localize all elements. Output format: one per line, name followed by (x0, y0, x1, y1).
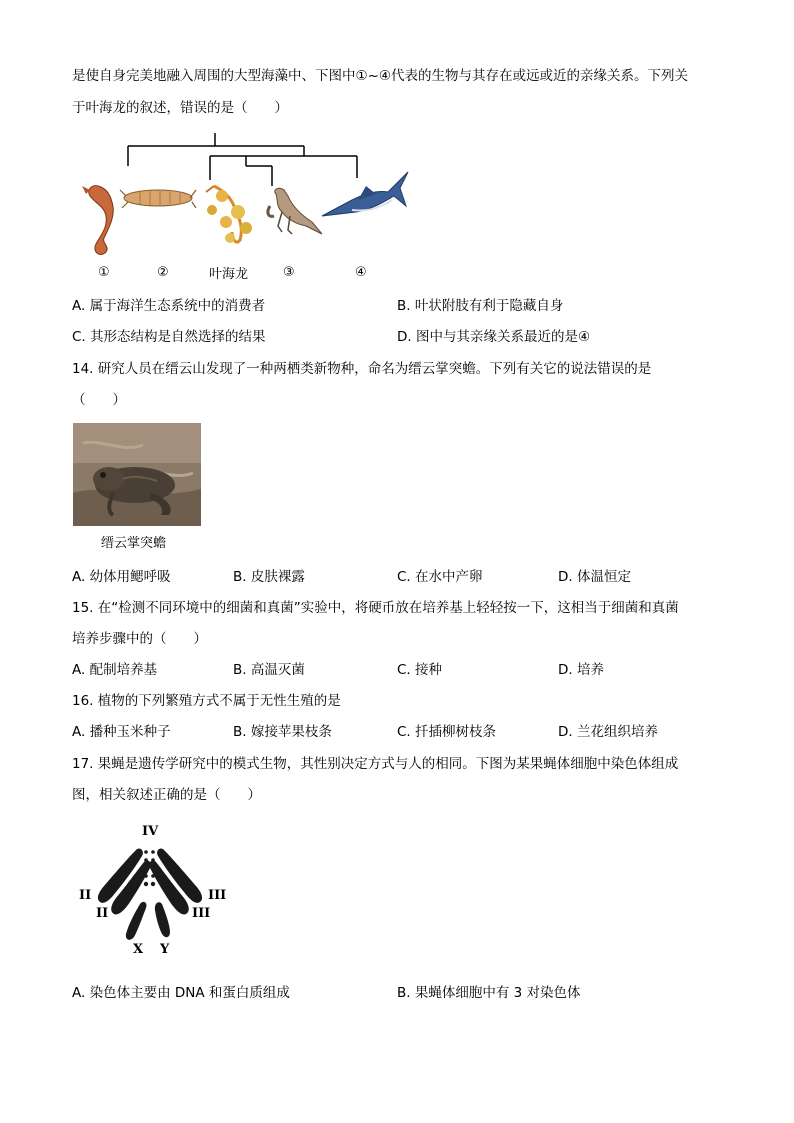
q17-stem-line1: 17. 果蝇是遗传学研究中的模式生物，其性别决定方式与人的相同。下图为某果蝇体细胞中染色体组成 (72, 756, 679, 772)
chromosome-iv-dot-6 (151, 850, 155, 854)
tree-label-1: ① (98, 265, 110, 280)
q14-option-a[interactable]: A. 幼体用鳃呼吸 (72, 569, 171, 585)
chromosome-iv-dot-9 (151, 874, 155, 878)
chromosome-iv-dot-1 (144, 850, 148, 854)
chromosome-iv-dot-4 (144, 874, 148, 878)
chromosome-iv-dot-2 (144, 858, 148, 862)
q16-stem: 16. 植物的下列繁殖方式不属于无性生殖的是 (72, 693, 341, 709)
q15-option-a[interactable]: A. 配制培养基 (72, 662, 158, 678)
q13-option-b[interactable]: B. 叶状附肢有利于隐藏自身 (397, 298, 564, 314)
label-iv: IV (142, 824, 159, 839)
q13-stem-line2: 于叶海龙的叙述，错误的是（ ） (72, 100, 288, 116)
chromosome-iv-dot-7 (151, 858, 155, 862)
q15-option-d[interactable]: D. 培养 (558, 662, 604, 678)
q17-option-b[interactable]: B. 果蝇体细胞中有 3 对染色体 (397, 985, 581, 1001)
q14-option-d[interactable]: D. 体温恒定 (558, 569, 631, 585)
q13-stem-line1: 是使自身完美地融入周围的大型海藻中、下图中①~④代表的生物与其存在或远或近的亲缘关系。下列关 (72, 68, 689, 84)
q15-stem-line1: 15. 在“检测不同环境中的细菌和真菌”实验中，将硬币放在培养基上轻轻按一下，这相当于细菌和真菌 (72, 600, 679, 616)
q15-option-c[interactable]: C. 接种 (397, 662, 443, 678)
tree-label-leafy-seadragon: 叶海龙 (209, 267, 249, 282)
tree-label-3: ③ (283, 265, 295, 280)
q13-option-d[interactable]: D. 图中与其亲缘关系最近的是④ (397, 329, 591, 345)
q14-option-c[interactable]: C. 在水中产卵 (397, 569, 483, 585)
q13-option-a[interactable]: A. 属于海洋生态系统中的消费者 (72, 298, 266, 314)
q16-option-b[interactable]: B. 嫁接苹果枝条 (233, 724, 332, 740)
q14-stem-line2: （ ） (72, 392, 126, 408)
label-x: X (133, 942, 144, 957)
q16-option-a[interactable]: A. 播种玉米种子 (72, 724, 171, 740)
chromosome-x (126, 902, 147, 940)
q14-stem-line1: 14. 研究人员在缙云山发现了一种两栖类新物种，命名为缙云掌突蟾。下列有关它的说法错误的是 (72, 361, 652, 377)
chromosome-iv-dot-8 (151, 866, 155, 870)
q17-stem-line2: 图，相关叙述正确的是（ ） (72, 787, 261, 803)
chromosome-iv-dot-5 (144, 882, 148, 886)
q16-option-c[interactable]: C. 扦插柳树枝条 (397, 724, 497, 740)
q15-option-b[interactable]: B. 高温灭菌 (233, 662, 305, 678)
label-ii-b: II (96, 906, 109, 921)
q17-option-a[interactable]: A. 染色体主要由 DNA 和蛋白质组成 (72, 985, 290, 1001)
frog-photo-caption: 缙云掌突蟾 (101, 536, 167, 551)
label-iii-b: III (192, 906, 211, 921)
label-iii-a: III (208, 888, 227, 903)
chromosome-y (155, 902, 170, 937)
q13-option-c[interactable]: C. 其形态结构是自然选择的结果 (72, 329, 266, 345)
tree-label-2: ② (157, 265, 169, 280)
label-y: Y (160, 942, 170, 957)
chromosome-iv-dot-3 (144, 866, 148, 870)
q14-option-b[interactable]: B. 皮肤裸露 (233, 569, 305, 585)
label-ii-a: II (79, 888, 92, 903)
q16-option-d[interactable]: D. 兰花组织培养 (558, 724, 658, 740)
q15-stem-line2: 培养步骤中的（ ） (72, 631, 207, 647)
chromosome-iv-dot-10 (151, 882, 155, 886)
tree-label-4: ④ (355, 265, 367, 280)
